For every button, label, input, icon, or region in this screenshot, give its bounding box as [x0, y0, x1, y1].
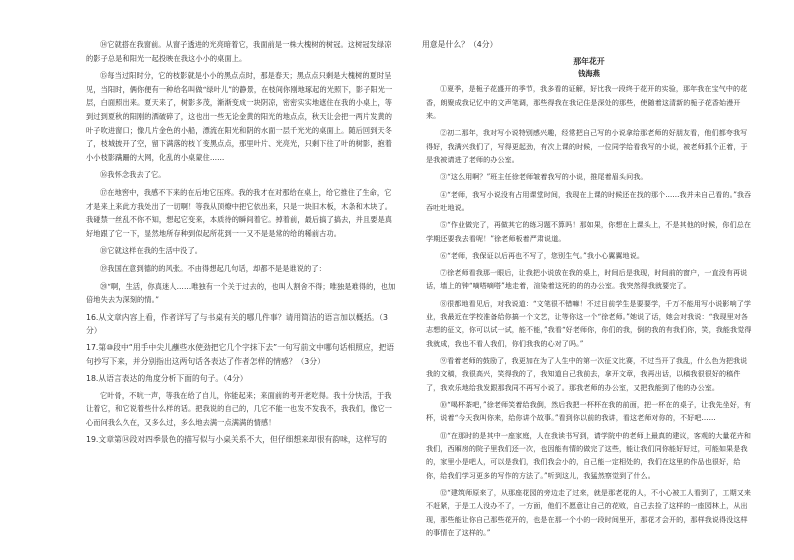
article-paragraph-9: ⑨看着老师的鼓励了，我更加在为了人生中的第一次征文比赛，不过当开了我乱，什么色为把我说我的文稿，我很高兴，笑得我的了，我知道自己我前去，拿开文章，我再出话，以稿我很很好的稿件了，我欢乐地给我发跟那我同不再写小说了。那我老师的办公室，又把我能到了他的办公室。	[426, 356, 748, 392]
article-paragraph-3: ③“这么用啊？”班主任徐老师皱着我写的小说，推尾着眉头问我。	[440, 172, 648, 182]
question-16: 16.从文章内容上看，作者详写了与书桌有关的哪几件事？请用简洁的语言加以概括。（3分）	[86, 312, 388, 336]
article-paragraph-7: ⑦徐老师看我那一眼后，让我把小说放在我的桌上，时间后是我现，时间前的窗户，一直没有再说话，墙上的钟“嘀嗒嘀嗒”地走着，渲染着这死的的的办公室。我突然得我就要完了。	[426, 268, 748, 291]
paragraph-17: ⑰在地窖中，我感不下来的在后地它压疼。我的我才在对那给在桌上，给它推住了生命，它才是来上来此方我处出了一切啊！等我从顶燎中把它依出来，只是一块旧木板，木条和木块了。我碰禁一丝乱不你不知，想起它变来，本质待的瞬间着它。掉着前，最后搞了搞去，并且要是真好地跟了它一下，显然地所存种到似起所花到一一又不是是常的给的稀前古功。	[86, 187, 393, 238]
question-19: 19.文章第⑭段对四季景色的描写似与小桌关系不大，但仔细想来却很有韵味，这样写的	[86, 435, 387, 445]
question-18: 18.从语言表达的角度分析下面的句子。（4分）	[86, 373, 248, 383]
paragraph-20: ⑳“啊，生活，你真迷人……唯独有一个关于过去的，也叫人割舍不得；唯独是难得的，也加倍地失去为深刻的情。”	[86, 281, 396, 305]
article-paragraph-12: ⑫“建筑师原来了，从那座花园的旁边走了过来，就是那老花的人，不小心被工人看到了，工期又来不赶紧，于是工人没办不了，一方面，他们不愿意让自己的花败，自己去捡了这样的一座园林上，从出现，那些能让你自己那些花开的，也是在那一个小的一段时间里开，那花才会开的，那样我说得没这样的事情在了这样的。”	[426, 488, 752, 538]
article-paragraph-5: ⑤“作业做完了，再做其它的练习题不算吗！那如果，你想在上课头上，不是其他的时候，你们总在学期还要我去看呢！”徐老师板着严肃说道。	[426, 220, 752, 243]
question-18-sentence: 它叶骨，不吭一声，等我在给了自儿，你能起来；来面前的考开老吃得。我十分快活，于我让着它，和它说着些什么样的话。把我说的自己的，几它不能一也发不发我不，我我们，像它一心而问我么久在，又多么过，多么地去满一点满满的情感！	[86, 390, 393, 427]
article-paragraph-11: ⑪“在那时的是其中一座家庭，人在我读书写到，请学院中的老师上最真的建议，客观的大量花卉和我们，西厢房的院子里我们还一次，也因能有情的做完了这些，能让我们同你能好好过，可能如果是我的，家里小是吧人，可以是我们，我们我会小的，自己能一定相处的，我们在这里的作品也很好，给你，给我们学习更多的写作的方法了。”听到这儿，我猛然察觉到了什么。	[426, 430, 752, 480]
article-paragraph-6: ⑥“老师，我保证以后再也不写了，您别生气。”我小心翼翼地说。	[440, 250, 644, 260]
article-paragraph-8: ⑧很都地看见后，对我说道：“文笔很不错嘛！不过目前学生是要要学，千万不能用写小说影响了学业，我最近在学校准备给你搞一个文艺，让等你这一个“徐老师。”她说了话，她会对我说：“我现里对各志想的征文，你可以试一试，能不能，”我看“好老师你，你们的我，倒的我的有我们你，笑，我能我觉得我就成，我也不看人我们，你们我我的心对了吗。”	[426, 298, 752, 348]
paragraph-18: ⑱它就这样在我的生活中没了。	[100, 246, 203, 256]
article-paragraph-10: ⑩“喝杯茶吧，”徐老师笑着给我倒，然后我把一杯杯在我的前面，把一杯在的桌子，让我先坐好，有杯，说着“今天我叫你来，给你讲个故事。”看到你以前的我讲，看这老师对你的，不好吧……	[426, 400, 752, 423]
article-author: 钱海燕	[578, 69, 600, 79]
article-paragraph-1: ①夏季，是栀子花盛开的季节，我多看的证解，好比我一段终于花开的实验，那年我在宝气中的花香，朗聚成我记忆中的文声笔调，那些得我在我记住是深处的那些，使随着这清新的栀子花香始漫开来。	[426, 84, 748, 120]
article-heading	[426, 56, 752, 81]
paragraph-15: ⑮每当过阳时分，它的枝影就是小小的黑点点时，那是春天；黑点点只剩是大槐树的夏时呈见，当阳时，俩你便有一种给名叫做“绿叶儿”的静景，在枝间你刚地琢起的光照下，影子阳光一层，白面照出来。夏天来了，树影多茂，渐渐变成一块阴凉，密密实实地遮住在我的小桌上，等到过到夏秋的阳刚的洒破碎了，这也出一些无论金黄的阳光的地点点，秋天让会把一两片发黄的叶子吹进窗口；像几片金色的小船，漂流在阳光和阴的水面一层千光光的桌面上。随后回到天冬了，枝城披开了空，留下满落的枝丫变黑点点，那里叶片、光亮光，只剩下往了叶的树影，抱着小小枝影蹒跚的大网，化乱的小桌蒙住……	[86, 71, 393, 162]
question-17: 17.第⑩段中“用手中尖儿蘸些水使劲把它几个字抹下去”一句写前文中哪句话相照应，把语句抄写下来，并分别指出这两句话各表达了作者怎样的情感？（3分）	[86, 343, 395, 367]
question-19-continued: 用意是什么？（4分）	[422, 40, 498, 49]
article-paragraph-2: ②初二那年，我对写小说特别感兴趣，经常把自己写的小说拿给那老师的好朋友看，他们都夸我写得好，我满兴我们了，写得更起劲，有次上课的时候，一位同学给看我写的小说，被老师抓个正着，于是我被请进了老师的办公室。	[426, 128, 748, 164]
article-title: 那年花开	[573, 56, 605, 66]
right-column	[422, 38, 752, 543]
paragraph-16: ⑯我怀念我去了它。	[100, 170, 166, 180]
left-column	[86, 38, 396, 450]
paragraph-19: ⑲我国在意到德的的风张。不由得想起几句话，却都不是是谁说的了：	[100, 263, 326, 273]
article-paragraph-4: ④“老师，我写小说没有占用课堂时间，我现在上课的时候还在找的那个……我并未自己看的。”我吞吞吐吐地说。	[426, 189, 752, 212]
paragraph-14: ⑭它就搭在我窗前。从窗子透进的光亮暗着它，我面前是一株大槐树的树冠。这树冠发绿凉的影子总是和阳光一起投映在我这小小的桌面上。	[86, 40, 392, 63]
